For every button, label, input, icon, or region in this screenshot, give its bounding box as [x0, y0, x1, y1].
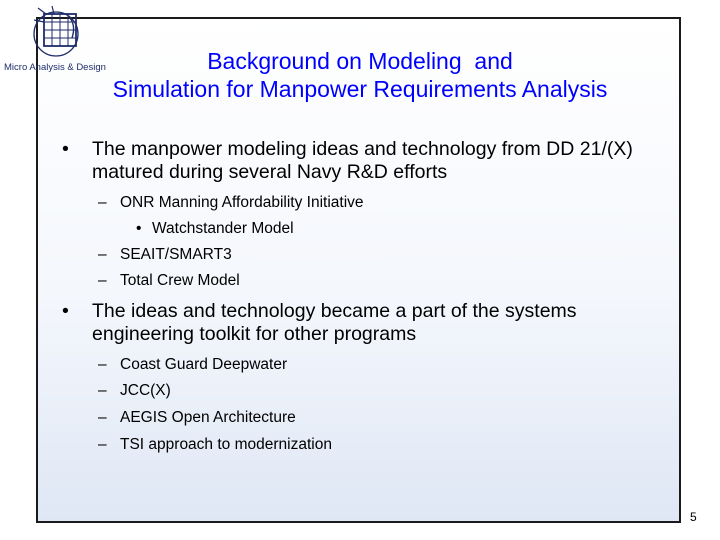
list-item: [62, 300, 672, 346]
title-line-1: Background on Modeling and: [207, 48, 513, 74]
slide-title: [40, 47, 680, 103]
list-item-text: The ideas and technology became a part of the systems engineering toolkit for other programs: [92, 300, 577, 345]
list-item-text: ONR Manning Affordability Initiative: [120, 194, 364, 211]
list-item-text: Total Crew Model: [120, 272, 240, 289]
list-item-text: Coast Guard Deepwater: [120, 356, 288, 373]
logo-text: Micro Analysis & Design: [4, 62, 106, 73]
dash-icon: –: [98, 409, 107, 426]
list-item-text: SEAIT/SMART3: [120, 246, 232, 263]
list-item: [98, 193, 364, 212]
list-item: [98, 245, 232, 264]
bullet-icon: •: [62, 300, 69, 322]
bullet-icon: •: [136, 220, 142, 237]
bullet-icon: •: [62, 138, 69, 160]
list-item-text: JCC(X): [120, 382, 171, 399]
dash-icon: –: [98, 272, 107, 289]
list-item: [62, 138, 672, 184]
list-item: [98, 408, 296, 427]
dash-icon: –: [98, 356, 107, 373]
list-item-text: TSI approach to modernization: [120, 436, 332, 453]
list-item-text: The manpower modeling ideas and technology from DD 21/(X) matured during several Navy R&D efforts: [92, 138, 633, 183]
dash-icon: –: [98, 436, 107, 453]
list-item: [136, 219, 294, 238]
dash-icon: –: [98, 246, 107, 263]
list-item: [98, 381, 171, 400]
list-item: [98, 271, 240, 290]
dash-icon: –: [98, 194, 107, 211]
list-item: [98, 355, 288, 374]
list-item-text: Watchstander Model: [152, 220, 294, 237]
page-number: 5: [690, 510, 697, 524]
title-line-2: Simulation for Manpower Requirements Analysis: [112, 76, 608, 102]
list-item-text: AEGIS Open Architecture: [120, 409, 296, 426]
list-item: [98, 435, 332, 454]
dash-icon: –: [98, 382, 107, 399]
